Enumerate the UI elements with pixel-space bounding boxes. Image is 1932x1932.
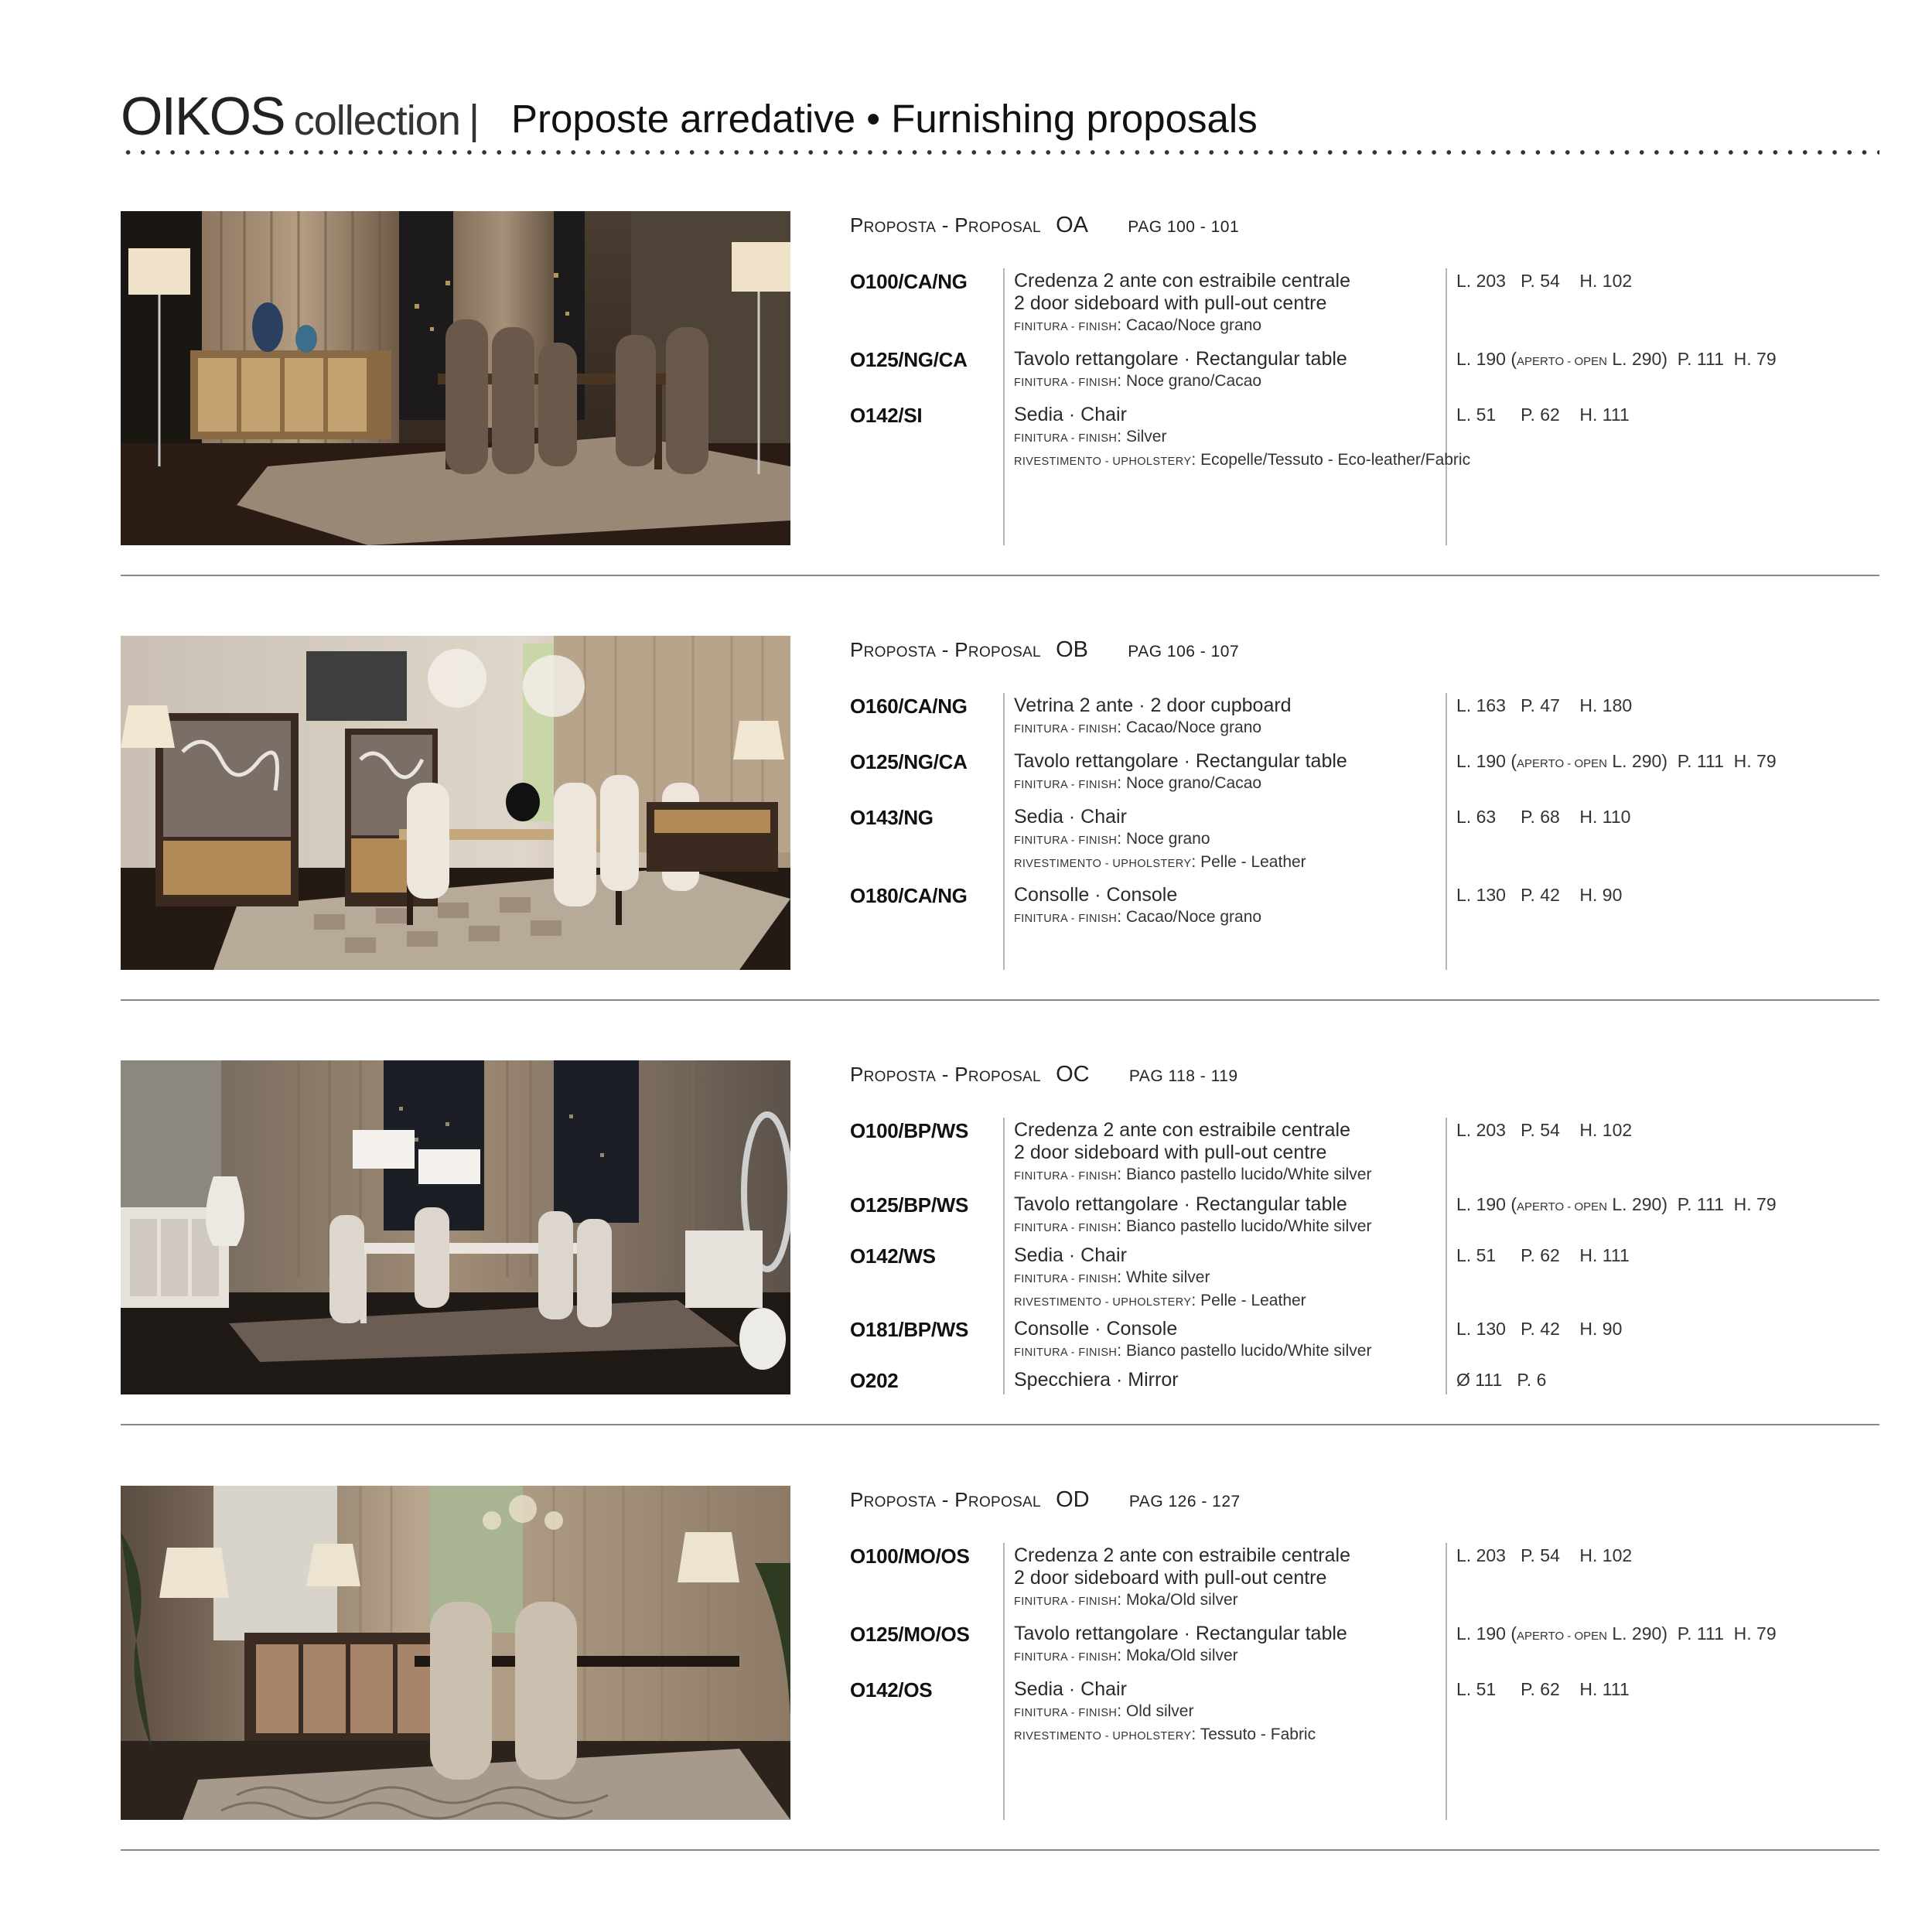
product-description bbox=[1014, 806, 1447, 875]
page-subtitle: Proposte arredative • Furnishing proposals bbox=[511, 97, 1258, 141]
product-dimensions: L. 51 P. 62 H. 111 bbox=[1456, 404, 1630, 425]
description-line: Credenza 2 ante con estraibile centrale bbox=[1014, 1545, 1350, 1566]
product-code: O100/CA/NG bbox=[850, 270, 968, 293]
description-line: Tavolo rettangolare · Rectangular table bbox=[1014, 1623, 1347, 1644]
finish-value: White silver bbox=[1125, 1268, 1210, 1286]
finish-label: FINITURA - FINISH bbox=[1014, 1707, 1118, 1719]
description-line: Credenza 2 ante con estraibile centrale bbox=[1014, 1119, 1350, 1141]
proposal-code: OA bbox=[1056, 213, 1089, 237]
finish-label: FINITURA - FINISH bbox=[1014, 779, 1118, 791]
description-line: 2 door sideboard with pull-out centre bbox=[1014, 292, 1327, 314]
proposal-label-cap: P bbox=[850, 1488, 864, 1511]
dim-open-label: APERTO - OPEN bbox=[1517, 757, 1607, 770]
description-line: Specchiera · Mirror bbox=[1014, 1369, 1179, 1391]
finish-label: FINITURA - FINISH bbox=[1014, 377, 1118, 389]
finish-line: FINITURA - FINISH: Bianco pastello lucido/White silver bbox=[1014, 1342, 1372, 1360]
description-line: 2 door sideboard with pull-out centre bbox=[1014, 1142, 1327, 1163]
upholstery-line: RIVESTIMENTO - UPHOLSTERY: Ecopelle/Tessuto - Eco-leather/Fabric bbox=[1014, 451, 1471, 469]
product-dimensions: Ø 111 P. 6 bbox=[1456, 1370, 1547, 1390]
description-line: Sedia · Chair bbox=[1014, 806, 1127, 828]
description-line: Sedia · Chair bbox=[1014, 1244, 1127, 1266]
proposal-heading bbox=[850, 213, 1239, 238]
finish-label: FINITURA - FINISH bbox=[1014, 1273, 1118, 1285]
proposal-label-en: ROPOSAL bbox=[968, 220, 1041, 236]
upholstery-line: RIVESTIMENTO - UPHOLSTERY: Pelle - Leather bbox=[1014, 1292, 1306, 1309]
product-dimensions: L. 163 P. 47 H. 180 bbox=[1456, 695, 1633, 715]
product-description bbox=[1014, 348, 1447, 394]
proposal-heading bbox=[850, 1062, 1238, 1087]
header-separator: | bbox=[469, 97, 480, 143]
product-description bbox=[1014, 1623, 1447, 1668]
finish-value: Old silver bbox=[1125, 1702, 1194, 1720]
dim-open-label: APERTO - OPEN bbox=[1517, 1630, 1607, 1643]
finish-line: FINITURA - FINISH: Noce grano/Cacao bbox=[1014, 774, 1262, 792]
finish-line: FINITURA - FINISH: Moka/Old silver bbox=[1014, 1647, 1238, 1664]
finish-label: FINITURA - FINISH bbox=[1014, 1596, 1118, 1608]
dim-part: L. 290) P. 111 H. 79 bbox=[1606, 1194, 1777, 1214]
brand-subtitle: collection bbox=[293, 97, 460, 144]
finish-line: FINITURA - FINISH: Old silver bbox=[1014, 1702, 1194, 1720]
dim-part: L. 290) P. 111 H. 79 bbox=[1606, 751, 1777, 771]
product-code: O125/NG/CA bbox=[850, 750, 968, 773]
finish-label: FINITURA - FINISH bbox=[1014, 1651, 1118, 1664]
finish-line: FINITURA - FINISH: Bianco pastello lucido/White silver bbox=[1014, 1217, 1372, 1235]
proposal-label-it: ROPOSTA bbox=[863, 1069, 937, 1085]
proposal-section-ob bbox=[121, 636, 1879, 970]
finish-label: FINITURA - FINISH bbox=[1014, 723, 1118, 736]
finish-value: Moka/Old silver bbox=[1125, 1647, 1238, 1664]
finish-value: Bianco pastello lucido/White silver bbox=[1125, 1166, 1372, 1183]
description-line: Tavolo rettangolare · Rectangular table bbox=[1014, 348, 1347, 370]
proposal-label-dash: - bbox=[936, 213, 955, 237]
description-line: Tavolo rettangolare · Rectangular table bbox=[1014, 1193, 1347, 1215]
dim-part: L. 190 ( bbox=[1456, 349, 1517, 369]
product-code: O180/CA/NG bbox=[850, 884, 968, 907]
finish-line: FINITURA - FINISH: Cacao/Noce grano bbox=[1014, 908, 1262, 926]
section-divider bbox=[121, 999, 1879, 1001]
product-description bbox=[1014, 404, 1471, 473]
product-description bbox=[1014, 884, 1447, 930]
proposal-pages: PAG 106 - 107 bbox=[1128, 643, 1240, 660]
product-description bbox=[1014, 270, 1447, 338]
description-line: 2 door sideboard with pull-out centre bbox=[1014, 1567, 1327, 1589]
proposal-label-it: ROPOSTA bbox=[863, 1494, 937, 1510]
product-dimensions: L. 203 P. 54 H. 102 bbox=[1456, 271, 1633, 291]
product-code: O100/MO/OS bbox=[850, 1545, 970, 1568]
dim-part: L. 290) P. 111 H. 79 bbox=[1606, 1623, 1777, 1644]
proposal-heading bbox=[850, 1487, 1241, 1513]
product-dimensions: L. 51 P. 62 H. 111 bbox=[1456, 1679, 1630, 1699]
dim-part: L. 190 ( bbox=[1456, 1623, 1517, 1644]
product-code: O143/NG bbox=[850, 806, 934, 829]
product-dimensions bbox=[1456, 1194, 1777, 1215]
proposal-section-oa bbox=[121, 211, 1879, 545]
product-code: O142/OS bbox=[850, 1678, 933, 1702]
product-description bbox=[1014, 1318, 1447, 1364]
description-line: Sedia · Chair bbox=[1014, 1678, 1127, 1700]
proposal-label-en: ROPOSAL bbox=[968, 1494, 1041, 1510]
upholstery-line: RIVESTIMENTO - UPHOLSTERY: Pelle - Leather bbox=[1014, 853, 1306, 871]
finish-value: Bianco pastello lucido/White silver bbox=[1125, 1342, 1372, 1360]
section-divider bbox=[121, 1849, 1879, 1851]
upholstery-value: Pelle - Leather bbox=[1200, 1292, 1306, 1309]
upholstery-label: RIVESTIMENTO - UPHOLSTERY bbox=[1014, 1730, 1192, 1743]
product-description bbox=[1014, 1545, 1447, 1613]
upholstery-value: Ecopelle/Tessuto - Eco-leather/Fabric bbox=[1200, 451, 1471, 469]
proposal-label-cap: P bbox=[954, 1488, 968, 1511]
product-dimensions bbox=[1456, 751, 1777, 772]
brand-name: OIKOS bbox=[121, 86, 285, 146]
upholstery-line: RIVESTIMENTO - UPHOLSTERY: Tessuto - Fabric bbox=[1014, 1725, 1316, 1743]
product-description bbox=[1014, 1369, 1447, 1391]
product-dimensions bbox=[1456, 1623, 1777, 1644]
finish-value: Moka/Old silver bbox=[1125, 1591, 1238, 1609]
finish-line: FINITURA - FINISH: Noce grano bbox=[1014, 830, 1210, 848]
proposal-code: OB bbox=[1056, 637, 1089, 662]
product-description bbox=[1014, 1244, 1447, 1313]
dim-open-label: APERTO - OPEN bbox=[1517, 1200, 1607, 1213]
section-divider bbox=[121, 575, 1879, 576]
finish-line: FINITURA - FINISH: Cacao/Noce grano bbox=[1014, 719, 1262, 736]
product-dimensions: L. 63 P. 68 H. 110 bbox=[1456, 807, 1631, 827]
finish-value: Silver bbox=[1125, 428, 1167, 445]
product-code: O125/NG/CA bbox=[850, 348, 968, 371]
upholstery-value: Tessuto - Fabric bbox=[1200, 1725, 1316, 1743]
product-description bbox=[1014, 695, 1447, 740]
proposal-label-cap: P bbox=[850, 213, 864, 237]
finish-line: FINITURA - FINISH: Moka/Old silver bbox=[1014, 1591, 1238, 1609]
proposal-label-cap: P bbox=[954, 638, 968, 661]
proposal-label-dash: - bbox=[936, 1488, 955, 1511]
finish-value: Bianco pastello lucido/White silver bbox=[1125, 1217, 1372, 1235]
finish-label: FINITURA - FINISH bbox=[1014, 913, 1118, 925]
finish-line: FINITURA - FINISH: Bianco pastello lucido/White silver bbox=[1014, 1166, 1372, 1183]
product-dimensions: L. 51 P. 62 H. 111 bbox=[1456, 1245, 1630, 1265]
product-code: O160/CA/NG bbox=[850, 695, 968, 718]
product-dimensions: L. 203 P. 54 H. 102 bbox=[1456, 1545, 1633, 1565]
dim-open-label: APERTO - OPEN bbox=[1517, 355, 1607, 368]
proposal-heading bbox=[850, 637, 1239, 663]
upholstery-value: Pelle - Leather bbox=[1200, 853, 1306, 871]
dim-part: L. 190 ( bbox=[1456, 1194, 1517, 1214]
product-description bbox=[1014, 750, 1447, 796]
product-description bbox=[1014, 1678, 1447, 1747]
proposal-code: OD bbox=[1056, 1487, 1090, 1512]
proposal-label-dash: - bbox=[936, 638, 955, 661]
proposal-label-dash: - bbox=[936, 1063, 955, 1086]
product-code: O125/BP/WS bbox=[850, 1193, 969, 1217]
finish-label: FINITURA - FINISH bbox=[1014, 1170, 1118, 1183]
proposal-section-od bbox=[121, 1486, 1879, 1820]
product-code: O142/WS bbox=[850, 1244, 936, 1268]
proposal-label-en: ROPOSAL bbox=[968, 1069, 1041, 1085]
proposal-pages: PAG 118 - 119 bbox=[1128, 1067, 1238, 1085]
product-dimensions bbox=[1456, 349, 1777, 370]
upholstery-label: RIVESTIMENTO - UPHOLSTERY bbox=[1014, 858, 1192, 870]
column-rule bbox=[1003, 1543, 1005, 1820]
product-dimensions: L. 130 P. 42 H. 90 bbox=[1456, 1319, 1623, 1339]
finish-value: Noce grano/Cacao bbox=[1125, 372, 1262, 390]
room-photo-od bbox=[121, 1486, 790, 1820]
proposal-label-cap: P bbox=[850, 638, 864, 661]
product-code: O142/SI bbox=[850, 404, 923, 427]
upholstery-label: RIVESTIMENTO - UPHOLSTERY bbox=[1014, 1296, 1192, 1309]
finish-value: Noce grano/Cacao bbox=[1125, 774, 1262, 792]
finish-line: FINITURA - FINISH: Noce grano/Cacao bbox=[1014, 372, 1262, 390]
finish-line: FINITURA - FINISH: Cacao/Noce grano bbox=[1014, 316, 1262, 334]
finish-line: FINITURA - FINISH: Silver bbox=[1014, 428, 1167, 445]
finish-line: FINITURA - FINISH: White silver bbox=[1014, 1268, 1210, 1286]
product-description bbox=[1014, 1193, 1447, 1239]
proposal-section-oc bbox=[121, 1060, 1879, 1394]
room-photo-oc bbox=[121, 1060, 790, 1394]
proposal-label-en: ROPOSAL bbox=[968, 644, 1041, 660]
room-photo-oa bbox=[121, 211, 790, 545]
dim-part: L. 190 ( bbox=[1456, 751, 1517, 771]
finish-value: Cacao/Noce grano bbox=[1125, 719, 1262, 736]
product-description bbox=[1014, 1119, 1447, 1187]
proposal-label-cap: P bbox=[850, 1063, 864, 1086]
upholstery-label: RIVESTIMENTO - UPHOLSTERY bbox=[1014, 456, 1192, 468]
finish-label: FINITURA - FINISH bbox=[1014, 1347, 1118, 1359]
finish-value: Noce grano bbox=[1125, 830, 1210, 848]
collection-title bbox=[121, 85, 460, 147]
finish-label: FINITURA - FINISH bbox=[1014, 432, 1118, 445]
column-rule bbox=[1003, 1118, 1005, 1394]
finish-value: Cacao/Noce grano bbox=[1125, 316, 1262, 334]
proposal-code: OC bbox=[1056, 1062, 1090, 1087]
product-code: O202 bbox=[850, 1369, 899, 1392]
product-dimensions: L. 203 P. 54 H. 102 bbox=[1456, 1120, 1633, 1140]
proposal-label-cap: P bbox=[954, 1063, 968, 1086]
column-rule bbox=[1003, 268, 1005, 545]
description-line: Tavolo rettangolare · Rectangular table bbox=[1014, 750, 1347, 772]
description-line: Consolle · Console bbox=[1014, 1318, 1178, 1340]
proposal-label-it: ROPOSTA bbox=[863, 220, 937, 236]
section-divider bbox=[121, 1424, 1879, 1425]
dotted-divider bbox=[121, 148, 1879, 156]
proposal-label-it: ROPOSTA bbox=[863, 644, 937, 660]
description-line: Sedia · Chair bbox=[1014, 404, 1127, 425]
description-line: Vetrina 2 ante · 2 door cupboard bbox=[1014, 695, 1292, 716]
product-code: O181/BP/WS bbox=[850, 1318, 969, 1341]
finish-label: FINITURA - FINISH bbox=[1014, 835, 1118, 847]
product-dimensions: L. 130 P. 42 H. 90 bbox=[1456, 885, 1623, 905]
proposal-pages: PAG 100 - 101 bbox=[1128, 218, 1240, 236]
description-line: Consolle · Console bbox=[1014, 884, 1178, 906]
finish-label: FINITURA - FINISH bbox=[1014, 321, 1118, 333]
description-line: Credenza 2 ante con estraibile centrale bbox=[1014, 270, 1350, 292]
proposal-pages: PAG 126 - 127 bbox=[1128, 1493, 1241, 1510]
dim-part: L. 290) P. 111 H. 79 bbox=[1606, 349, 1777, 369]
finish-value: Cacao/Noce grano bbox=[1125, 908, 1262, 926]
room-photo-ob bbox=[121, 636, 790, 970]
finish-label: FINITURA - FINISH bbox=[1014, 1222, 1118, 1234]
column-rule bbox=[1003, 693, 1005, 970]
product-code: O125/MO/OS bbox=[850, 1623, 970, 1646]
product-code: O100/BP/WS bbox=[850, 1119, 969, 1142]
proposal-label-cap: P bbox=[954, 213, 968, 237]
